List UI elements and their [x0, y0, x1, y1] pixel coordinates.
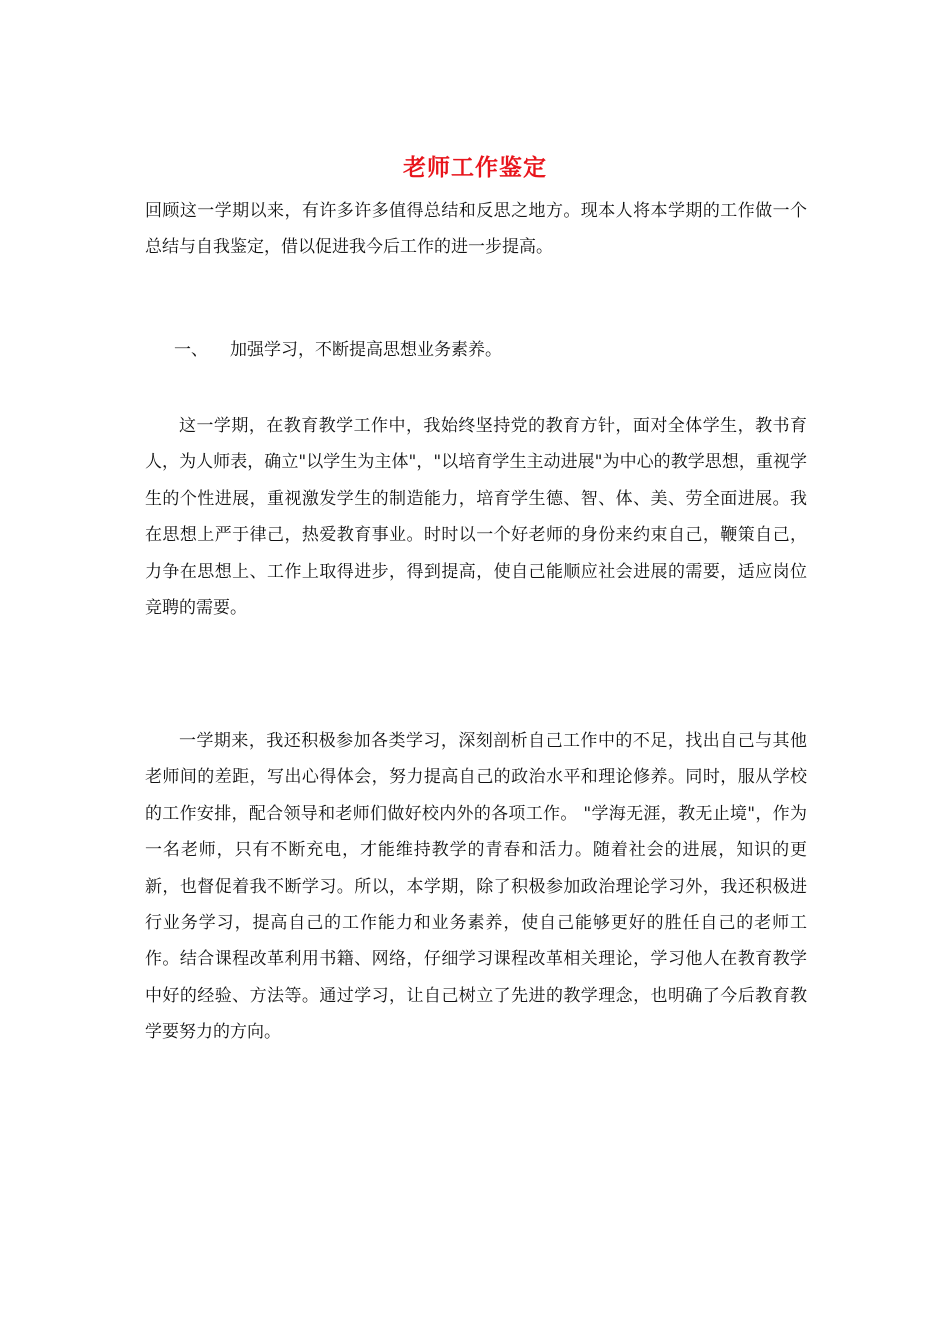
- section-number: 一、: [174, 340, 208, 360]
- intro-paragraph: 回顾这一学期以来，有许多许多值得总结和反思之地方。现本人将本学期的工作做一个总结与自我鉴定，借以促进我今后工作的进一步提高。: [145, 201, 807, 258]
- section-heading: [174, 332, 814, 368]
- page-title: 老师工作鉴定: [403, 154, 547, 181]
- section-heading-text: 加强学习，不断提高思想业务素养。: [230, 340, 502, 360]
- body-paragraph-1: 这一学期，在教育教学工作中，我始终坚持党的教育方针，面对全体学生，教书育人，为人师表，确立"以学生为主体"，"以培育学生主动进展"为中心的教学思想，重视学生的个性进展，重视激发学生的制造能力，培育学生德、智、体、美、劳全面进展。我在思想上严于律己，热爱教育事业。时时以一个好老师的身份来约束自己，鞭策自己，力争在思想上、工作上取得进步，得到提高，使自己能顺应社会进展的需要，适应岗位竞聘的需要。: [145, 416, 807, 619]
- body-paragraph-2: 一学期来，我还积极参加各类学习，深刻剖析自己工作中的不足，找出自己与其他老师间的差距，写出心得体会，努力提高自己的政治水平和理论修养。同时，服从学校的工作安排，配合领导和老师们做好校内外的各项工作。 "学海无涯，教无止境"，作为一名老师，只有不断充电，才能维持教学的青春和活力。随着社会的进展，知识的更新，也督促着我不断学习。所以，本学期，除了积极参加政治理论学习外，我还积极进行业务学习，提高自己的工作能力和业务素养，使自己能够更好的胜任自己的老师工作。结合课程改革利用书籍、网络，仔细学习课程改革相关理论，学习他人在教育教学中好的经验、方法等。通过学习，让自己树立了先进的教学理念，也明确了今后教育教学要努力的方向。: [145, 731, 807, 1043]
